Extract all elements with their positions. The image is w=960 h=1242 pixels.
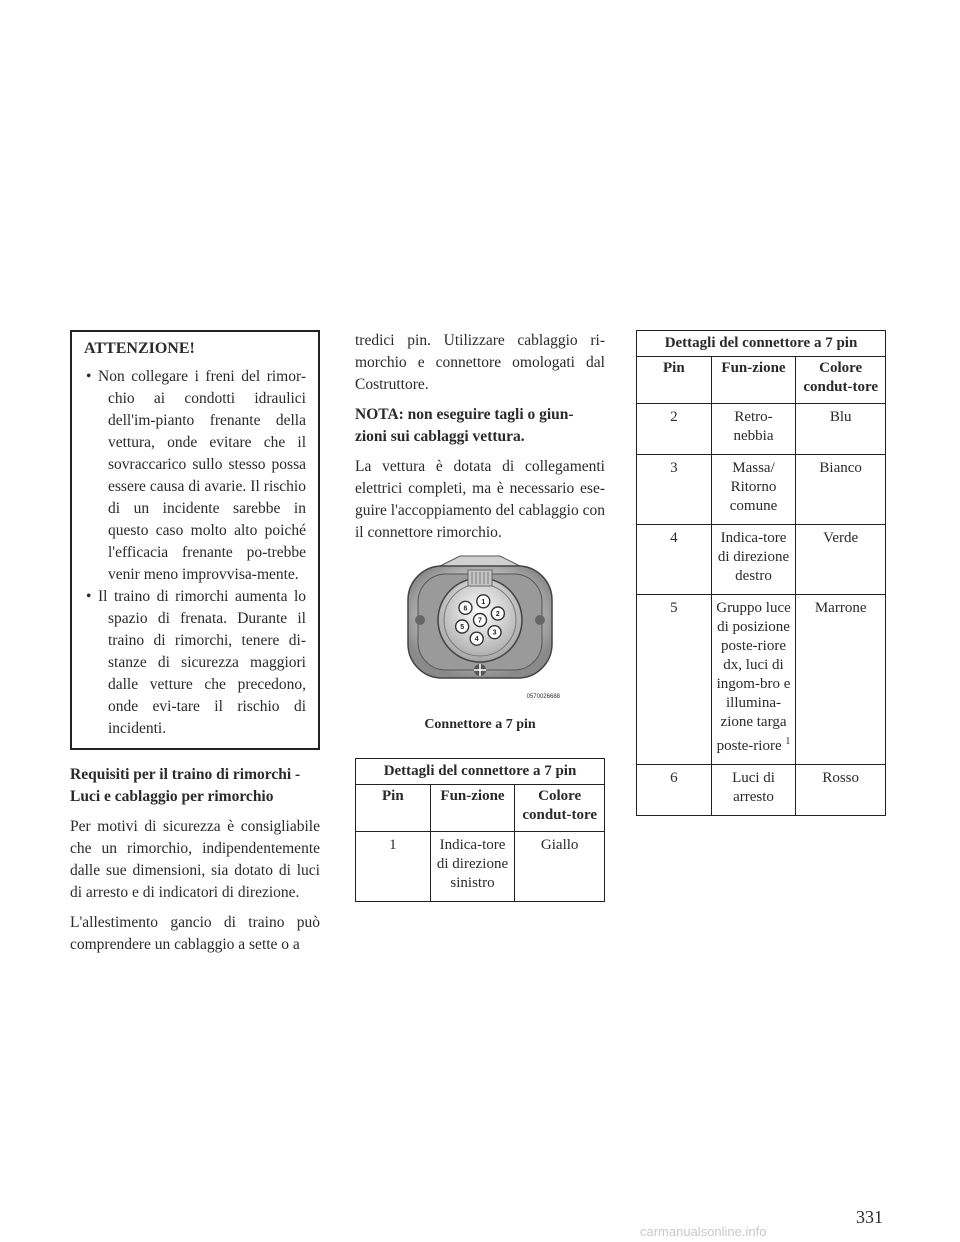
paragraph-part: tredici pin. Utilizzare cablaggio ri-morchio e connettore omologati dal Costruttore. bbox=[355, 332, 605, 393]
connector-figure bbox=[355, 552, 605, 736]
paragraph: Per motivi di sicurezza è consigliabile che un rimorchio, indipendentemente dalle sue dimensioni, sia dotato di luci di arresto e di indicatori di direzione. bbox=[70, 818, 320, 901]
left-column bbox=[70, 330, 320, 964]
cell-function: Indica-tore di direzione sinistro bbox=[430, 832, 515, 902]
table-row bbox=[637, 595, 886, 765]
table-row bbox=[356, 832, 605, 902]
connector-table-part-2 bbox=[636, 330, 886, 816]
header-color: Colore condut-tore bbox=[796, 357, 886, 404]
cell-pin: 6 bbox=[637, 765, 712, 816]
paragraph-part: L'allestimento gancio di traino può comprendere un cablaggio a sette o a bbox=[70, 914, 320, 953]
cell-function: Indica-tore di direzione destro bbox=[711, 525, 796, 595]
page-number: 331 bbox=[856, 1207, 883, 1227]
cell-function: Massa/ Ritorno comune bbox=[711, 455, 796, 525]
cell-pin: 4 bbox=[637, 525, 712, 595]
cell-function: Luci di arresto bbox=[711, 765, 796, 816]
cell-color: Marrone bbox=[796, 595, 886, 765]
connector-pin-label: 4 bbox=[474, 636, 479, 644]
cell-color: Bianco bbox=[796, 455, 886, 525]
cell-color: Rosso bbox=[796, 765, 886, 816]
cell-color: Giallo bbox=[515, 832, 605, 902]
table-title: Dettagli del connettore a 7 pin bbox=[355, 758, 605, 784]
table-title: Dettagli del connettore a 7 pin bbox=[636, 330, 886, 356]
table-header-row bbox=[356, 785, 605, 832]
warning-box bbox=[70, 330, 320, 750]
section-heading: Requisiti per il traino di rimorchi - Luci e cablaggio per rimorchio bbox=[70, 766, 301, 805]
header-pin: Pin bbox=[637, 357, 712, 404]
connector-illustration bbox=[380, 552, 580, 692]
warning-item: • Non collegare i freni del rimor-chio ai condotti idraulici dell'im-pianto frenante della vettura, onde evitare che il sovraccarico sullo stesso possa essere causa di avarie. Il rischio di un incidente sarebbe in questo caso molto alto poiché l'efficacia frenante po-trebbe venir meno improvvisa-mente. bbox=[84, 366, 306, 586]
connector-table-part-1 bbox=[355, 758, 605, 902]
footnote-mark: 1 bbox=[785, 736, 791, 747]
watermark: carmanualsonline.info bbox=[640, 1224, 767, 1239]
table-row bbox=[637, 525, 886, 595]
middle-column bbox=[355, 330, 605, 902]
warning-title: ATTENZIONE! bbox=[84, 340, 195, 357]
cell-pin: 1 bbox=[356, 832, 431, 902]
cell-function: Retro-nebbia bbox=[711, 404, 796, 455]
cell-color: Blu bbox=[796, 404, 886, 455]
cell-pin: 5 bbox=[637, 595, 712, 765]
figure-caption: Connettore a 7 pin bbox=[424, 717, 536, 732]
warning-list bbox=[84, 366, 306, 740]
cell-color: Verde bbox=[796, 525, 886, 595]
table-row bbox=[637, 404, 886, 455]
connector-pin-label: 1 bbox=[481, 598, 486, 606]
warning-item: • Il traino di rimorchi aumenta lo spazio di frenata. Durante il traino di rimorchi, tenere di-stanze di sicurezza maggiori dalle vetture che precedono, onde evi-tare il rischio di incidenti. bbox=[84, 586, 306, 740]
cell-pin: 3 bbox=[637, 455, 712, 525]
connector-pin-label: 7 bbox=[478, 617, 482, 625]
cell-function bbox=[711, 595, 796, 765]
paragraph: La vettura è dotata di collegamenti elettrici completi, ma è necessario ese-guire l'accoppiamento del cablaggio con il connettore rimorchio. bbox=[355, 458, 605, 541]
figure-code: 0570026688 bbox=[526, 694, 560, 700]
connector-pin-label: 2 bbox=[495, 611, 500, 619]
table-header-row bbox=[637, 357, 886, 404]
header-function: Fun-zione bbox=[430, 785, 515, 832]
header-color: Colore condut-tore bbox=[515, 785, 605, 832]
connector-pin-label: 5 bbox=[460, 623, 465, 631]
table-row bbox=[637, 765, 886, 816]
header-pin: Pin bbox=[356, 785, 431, 832]
table-row bbox=[637, 455, 886, 525]
note: NOTA: non eseguire tagli o giun-zioni sui cablaggi vettura. bbox=[355, 406, 574, 445]
right-column bbox=[636, 330, 886, 816]
cell-pin: 2 bbox=[637, 404, 712, 455]
cell-function-text: Gruppo luce di posizione poste-riore dx, luci di ingom-bro e illumina-zione targa poste-riore bbox=[716, 600, 791, 754]
connector-pin-label: 6 bbox=[463, 605, 468, 613]
connector-pin-label: 3 bbox=[492, 629, 497, 637]
header-function: Fun-zione bbox=[711, 357, 796, 404]
